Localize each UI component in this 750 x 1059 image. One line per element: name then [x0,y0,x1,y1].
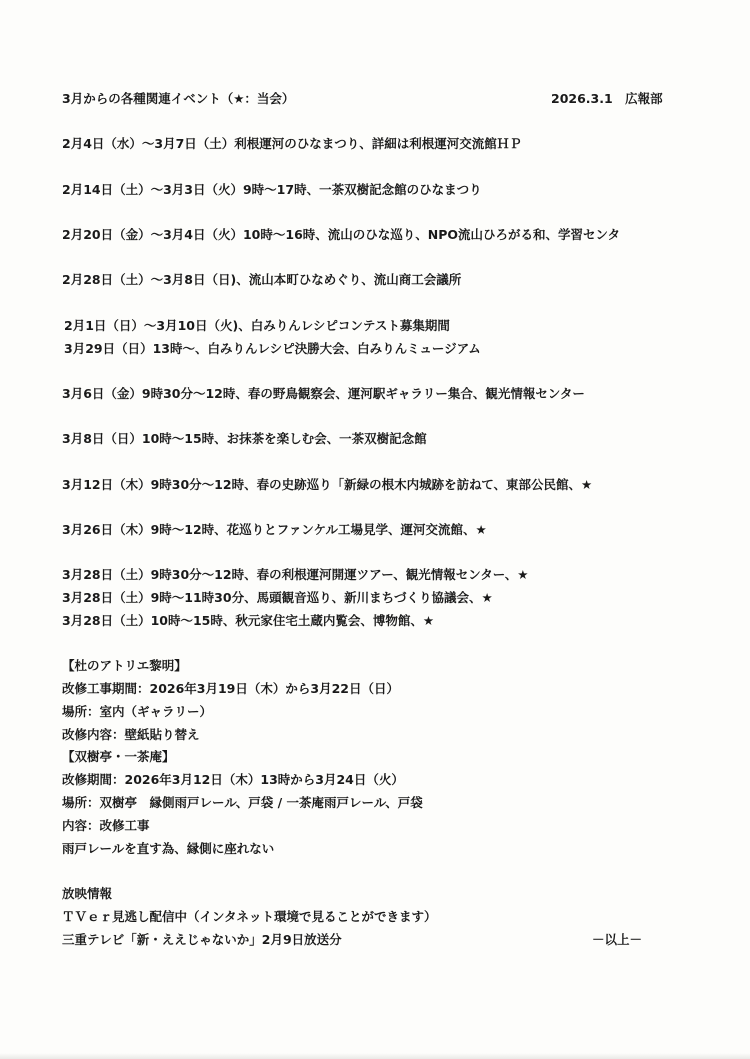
event-line: 3月28日（土）9時～11時30分、馬頭観音巡り、新川まちづくり協議会、★ [62,590,493,605]
event-line: 2月1日（日）～3月10日（火)、白みりんレシピコンテスト募集期間 [64,318,450,333]
event-line: 3月12日（木）9時30分～12時、春の史跡巡り「新緑の根木内城跡を訪ねて、東部公民館、★ [62,477,593,492]
renovation-line: 改修工事期間：2026年3月19日（木）から3月22日（日） [62,681,399,696]
renovation-heading: 【双樹亭・一茶庵】 [62,749,175,764]
event-line: 3月29日（日）13時～、白みりんレシピ決勝大会、白みりんミュージアム [64,341,481,356]
event-line: 2月4日（水）～3月7日（土）利根運河のひなまつり、詳細は利根運河交流館ＨＰ [62,136,522,151]
event-line: 3月6日（金）9時30分～12時、春の野鳥観察会、運河駅ギャラリー集合、観光情報センター [62,386,585,401]
event-line: 3月8日（日）10時～15時、お抹茶を楽しむ会、一茶双樹記念館 [62,431,427,446]
event-line: 3月26日（木）9時～12時、花巡りとファンケル工場見学、運河交流館、★ [62,522,487,537]
document-title: 3月からの各種関連イベント（★：当会） [62,91,295,106]
renovation-line: 内容：改修工事 [62,818,150,833]
event-line: 2月28日（土）～3月8日（日)、流山本町ひなめぐり、流山商工会議所 [62,272,462,287]
event-line: 2月20日（金）～3月4日（火）10時～16時、流山のひな巡り、NPO流山ひろがる和、学習センタ [62,227,621,242]
renovation-line: 場所：室内（ギャラリー） [62,704,213,719]
renovation-line: 改修内容：壁紙貼り替え [62,727,200,742]
scan-edge [0,1053,750,1059]
broadcast-line: ＴＶｅｒ見逃し配信中（インタネット環境で見ることができます） [62,909,437,924]
event-line: 3月28日（土）10時～15時、秋元家住宅土蔵内覧会、博物館、★ [62,613,435,628]
broadcast-line: 三重テレビ「新・ええじゃないか」2月9日放送分 [62,932,342,947]
event-line: 2月14日（土）～3月3日（火）9時～17時、一茶双樹記念館のひなまつり [62,182,482,197]
document-date-department: 2026.3.1 広報部 [551,91,663,106]
renovation-line: 改修期間：2026年3月12日（木）13時から3月24日（火） [62,772,404,787]
renovation-heading: 【杜のアトリエ黎明】 [62,658,187,673]
broadcast-heading: 放映情報 [62,886,113,901]
event-line: 3月28日（土）9時30分～12時、春の利根運河開運ツアー、観光情報センター、★ [62,567,529,582]
renovation-line: 雨戸レールを直す為、縁側に座れない [62,841,275,856]
renovation-line: 場所：双樹亭 縁側雨戸レール、戸袋 / 一茶庵雨戸レール、戸袋 [62,795,423,810]
closing-mark: －以上－ [592,932,643,947]
